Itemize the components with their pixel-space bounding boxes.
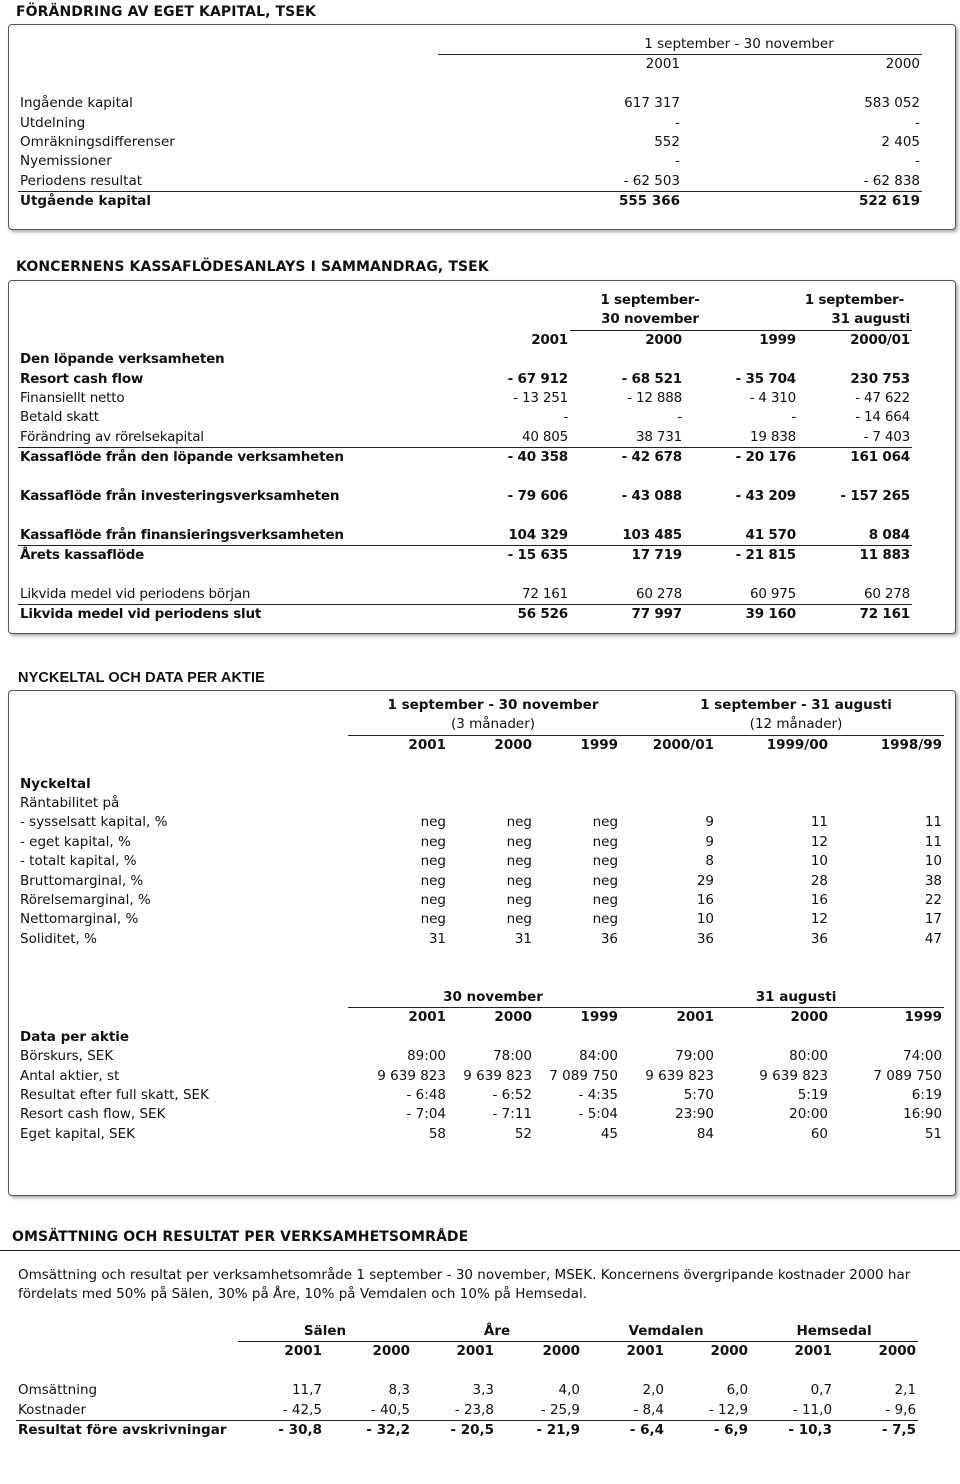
keyfigures-subsection-label: Räntabilitet på [20, 795, 120, 812]
table-row-total: Resultat före avskrivningar - 30,8 - 32,2 - 20,5 - 21,9 - 6,4 - 6,9 - 10,3 - 7,5 [18, 1422, 917, 1439]
table-row-total: Utgående kapital 555 366 522 619 [18, 192, 922, 212]
section-title-cashflow: KONCERNENS KASSAFLÖDESANLAYS I SAMMANDRAG, TSEK [16, 259, 489, 275]
section-title-equity: FÖRÄNDRING AV EGET KAPITAL, TSEK [16, 4, 316, 20]
keyfigures-table: 1 september - 30 november 1 september - 31 augusti (3 månader) (12 månader) 2001 2000 1999 2000/01 1999/00 1998/99 Nyckeltal Räntabilitet på - sysselsatt kapital, % neg neg neg 9 11 11 - eget kapital, % neg neg neg 9 12 11 - totalt kapital, % neg neg neg 8 10 10 Bruttomarginal, % neg neg neg 29 28 38 Rörelsemarginal, % neg neg neg 16 16 22 Nettomarginal, % neg neg neg 10 12 17 Soliditet, % 31 31 36 36 36 47 30 november 31 augusti 2001 2000 1999 2001 2000 1999 Data per aktie Börskurs, SEK 89:00 78:00 84:00 79:00 80:00 74:00 Antal aktier, st 9 639 823 9 639 823 7 089 750 9 639 823 9 639 823 7 089 750 Resultat efter full skatt, SEK - 6:48 - 6:52 - 4:35 5:70 5:19 6:19 Resort cash flow, SEK - 7:04 - 7:11 - 5:04 23:90 20:00 16:90 Eget kapital, SEK 58 52 45 84 60 51 [18, 696, 944, 1144]
table-row: Bruttomarginal, % neg neg neg 29 28 38 [20, 872, 943, 889]
keyfigures-header-2-sub: (12 månader) [620, 715, 944, 735]
table-row: Omräkningsdifferenser 552 2 405 [18, 133, 922, 152]
table-row: Resort cash flow, SEK - 7:04 - 7:11 - 5:04 23:90 20:00 16:90 [20, 1106, 943, 1123]
table-row: Resort cash flow - 67 912 - 68 521 - 35 704 230 753 [20, 370, 910, 387]
equity-box [8, 24, 956, 230]
section-title-keyfigures: NYCKELTAL OCH DATA PER AKTIE [18, 670, 265, 686]
table-row: Periodens resultat - 62 503 - 62 838 [18, 172, 922, 192]
row-label: Periodens resultat [20, 172, 143, 189]
table-row: Nettomarginal, % neg neg neg 10 12 17 [20, 911, 943, 928]
table-row-subtotal: Kassaflöde från investeringsverksamheten - 79 606 - 43 088 - 43 209 - 157 265 [20, 488, 910, 505]
table-row: Förändring av rörelsekapital 40 805 38 731 19 838 - 7 403 [18, 428, 912, 448]
keyfigures-header-1: 1 september - 30 november [387, 697, 599, 713]
area-are: Åre [412, 1322, 582, 1342]
keyfigures-section-label: Nyckeltal [20, 775, 91, 792]
cashflow-header-2a: 1 september- [804, 292, 904, 308]
section-title-segments: OMSÄTTNING OCH RESULTAT PER VERKSAMHETSOMRÅDE [12, 1229, 469, 1245]
pershare-header-1: 30 november [348, 988, 620, 1008]
pershare-header-2: 31 augusti [620, 988, 944, 1008]
keyfigures-header-1-sub: (3 månader) [348, 715, 620, 735]
row-label: Nyemissioner [20, 153, 112, 170]
table-row: Kostnader - 42,5 - 40,5 - 23,8 - 25,9 - 8,4 - 12,9 - 11,0 - 9,6 [16, 1401, 918, 1421]
table-row-total: Årets kassaflöde - 15 635 17 719 - 21 815 11 883 [20, 547, 910, 564]
section-divider [0, 1250, 960, 1251]
row-label: Utdelning [20, 114, 86, 131]
pershare-section-label: Data per aktie [20, 1028, 130, 1045]
keyfigures-header-2: 1 september - 31 augusti [700, 697, 892, 713]
cashflow-table: 1 september- 1 september- 30 november 31 augusti 2001 2000 1999 2000/01 Den löpande verksamheten Resort cash flow - 67 912 - 68 521 - 35 704 230 753 Finansiellt netto - 13 251 - 12 888 - 4 310 - 47 622 Betald skatt - - - - 14 664 Förändring av rörelsekapital 40 805 38 731 19 838 - 7 403 Kassaflöde från den löpande verksamheten - 40 358 - 42 678 - 20 176 161 064 Kassaflöde från investeringsverksamheten - 79 606 - 43 088 - 43 209 - 157 265 Kassaflöde från finansieringsverksamheten 104 329 103 485 41 570 8 084 Årets kassaflöde - 15 635 17 719 - 21 815 11 883 Likvida medel vid periodens början 72 161 60 278 60 975 60 278 Likvida medel vid periodens slut 56 526 77 997 39 160 72 161 [18, 291, 912, 625]
keyfigures-box [8, 690, 956, 1196]
table-row: Utdelning - - [18, 114, 922, 133]
table-row: Finansiellt netto - 13 251 - 12 888 - 4 310 - 47 622 [20, 390, 910, 407]
equity-table [18, 35, 922, 212]
cashflow-section-label: Den löpande verksamheten [20, 351, 225, 368]
equity-period-header: 1 september - 30 november [438, 35, 922, 55]
cashflow-box [8, 280, 956, 634]
row-label: Ingående kapital [20, 95, 133, 112]
table-row: Soliditet, % 31 31 36 36 36 47 [20, 930, 943, 947]
cashflow-header-1a: 1 september- [600, 292, 700, 308]
row-label: Utgående kapital [18, 192, 438, 212]
segments-note: Omsättning och resultat per verksamhetsområde 1 september - 30 november, MSEK. Koncernens övergripande kostnader 2000 har fördelats med 50% på Sälen, 30% på Åre, 10% på Vemdalen och 10% på Hemsedal. [18, 1267, 911, 1303]
equity-year-2001: 2001 [645, 56, 680, 73]
table-row: - sysselsatt kapital, % neg neg neg 9 11 11 [20, 814, 943, 831]
table-row: Antal aktier, st 9 639 823 9 639 823 7 089 750 9 639 823 9 639 823 7 089 750 [20, 1067, 943, 1084]
table-row: Rörelsemarginal, % neg neg neg 16 16 22 [20, 892, 943, 909]
table-row: Eget kapital, SEK 58 52 45 84 60 51 [20, 1125, 943, 1142]
table-row: Ingående kapital 617 317 583 052 [18, 94, 922, 113]
table-row: Nyemissioner - - [18, 152, 922, 171]
table-row: - totalt kapital, % neg neg neg 8 10 10 [20, 853, 943, 870]
table-row-total: Likvida medel vid periodens slut 56 526 77 997 39 160 72 161 [20, 606, 910, 623]
row-label: Omräkningsdifferenser [20, 134, 175, 151]
area-salen: Sälen [238, 1322, 412, 1342]
area-vemdalen: Vemdalen [582, 1322, 750, 1342]
table-row-subtotal: Kassaflöde från finansieringsverksamheten 104 329 103 485 41 570 8 084 [18, 526, 912, 546]
table-row: Omsättning 11,7 8,3 3,3 4,0 2,0 6,0 0,7 2,1 [18, 1382, 917, 1399]
table-row: Resultat efter full skatt, SEK - 6:48 - 6:52 - 4:35 5:70 5:19 6:19 [20, 1087, 943, 1104]
table-row: Betald skatt - - - - 14 664 [20, 409, 910, 426]
area-hemsedal: Hemsedal [750, 1322, 918, 1342]
table-row-subtotal: Kassaflöde från den löpande verksamheten - 40 358 - 42 678 - 20 176 161 064 [20, 449, 910, 466]
table-row: - eget kapital, % neg neg neg 9 12 11 [20, 833, 943, 850]
table-row: Börskurs, SEK 89:00 78:00 84:00 79:00 80:00 74:00 [20, 1048, 943, 1065]
segments-table: Sälen Åre Vemdalen Hemsedal 2001 2000 2001 2000 2001 2000 2001 2000 Omsättning 11,7 8,3 3,3 4,0 2,0 6,0 0,7 2,1 Kostnader - 42,5 - 40,5 - 23,8 - 25,9 - 8,4 - 12,9 - 11,0 - 9,6 Resultat före avskrivningar - 30,8 - 32,2 - 20,5 - 21,9 - 6,4 - 6,9 - 10,3 - 7,5 [16, 1322, 918, 1440]
table-row: Likvida medel vid periodens början 72 161 60 278 60 975 60 278 [18, 585, 912, 605]
cashflow-header-1b: 30 november [570, 310, 798, 330]
equity-year-2000: 2000 [885, 56, 921, 73]
cashflow-header-2b: 31 augusti [798, 310, 912, 330]
